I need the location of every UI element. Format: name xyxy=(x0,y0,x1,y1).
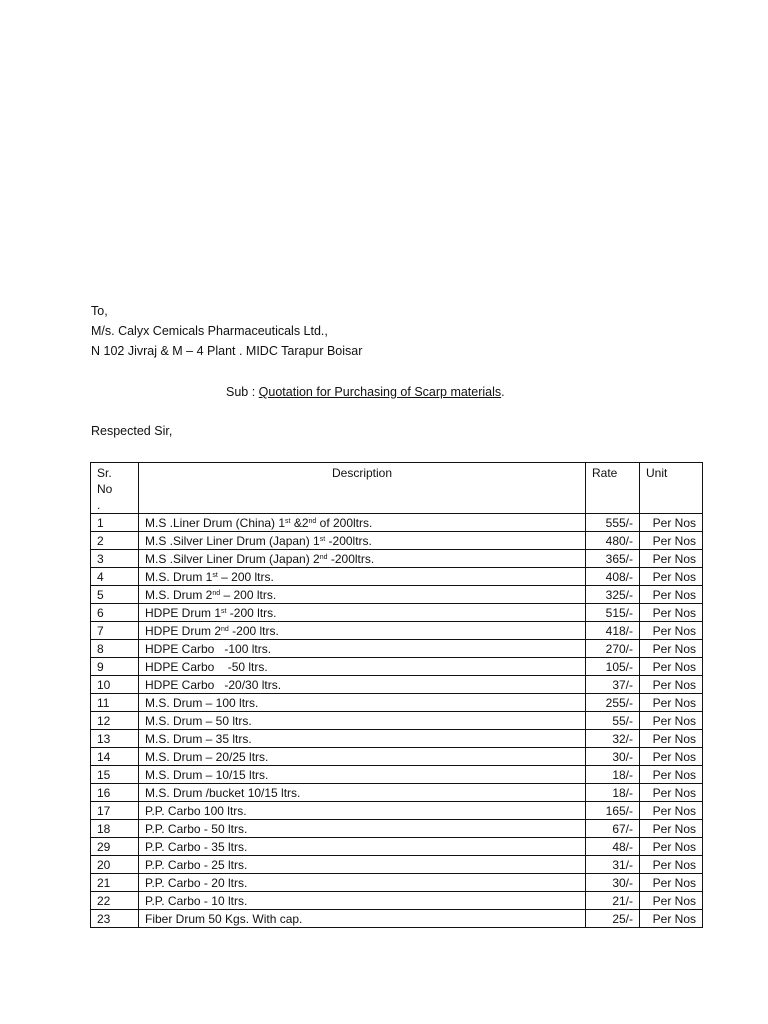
cell-unit: Per Nos xyxy=(640,784,703,802)
cell-unit: Per Nos xyxy=(640,694,703,712)
cell-sr-no: 7 xyxy=(91,622,139,640)
cell-unit: Per Nos xyxy=(640,532,703,550)
cell-unit: Per Nos xyxy=(640,676,703,694)
table-row xyxy=(91,730,703,748)
table-body xyxy=(91,514,703,928)
table-row xyxy=(91,514,703,532)
cell-unit: Per Nos xyxy=(640,856,703,874)
table-row xyxy=(91,766,703,784)
cell-description xyxy=(139,766,586,784)
description-text: M.S. Drum /bucket 10/15 ltrs. xyxy=(145,785,301,800)
table-row xyxy=(91,802,703,820)
cell-unit: Per Nos xyxy=(640,730,703,748)
cell-sr-no: 2 xyxy=(91,532,139,550)
table-row xyxy=(91,586,703,604)
cell-sr-no: 17 xyxy=(91,802,139,820)
cell-rate: 255/- xyxy=(586,694,640,712)
description-text: P.P. Carbo - 10 ltrs. xyxy=(145,893,248,908)
cell-unit: Per Nos xyxy=(640,550,703,568)
table-row xyxy=(91,748,703,766)
description-text: P.P. Carbo - 20 ltrs. xyxy=(145,875,248,890)
cell-unit: Per Nos xyxy=(640,658,703,676)
cell-description xyxy=(139,640,586,658)
description-text: – 200 ltrs. xyxy=(220,587,277,602)
subject-line xyxy=(226,384,505,400)
description-text: HDPE Drum 1 xyxy=(145,605,222,620)
cell-description xyxy=(139,676,586,694)
cell-description xyxy=(139,784,586,802)
cell-rate: 21/- xyxy=(586,892,640,910)
cell-sr-no: 21 xyxy=(91,874,139,892)
cell-rate: 418/- xyxy=(586,622,640,640)
cell-rate: 48/- xyxy=(586,838,640,856)
address-to: To, xyxy=(91,304,108,318)
subject-text: Quotation for Purchasing of Scarp materials xyxy=(258,385,502,399)
cell-sr-no: 4 xyxy=(91,568,139,586)
address-company: M/s. Calyx Cemicals Pharmaceuticals Ltd., xyxy=(91,324,328,338)
cell-unit: Per Nos xyxy=(640,604,703,622)
cell-rate: 18/- xyxy=(586,784,640,802)
cell-description xyxy=(139,874,586,892)
cell-unit: Per Nos xyxy=(640,892,703,910)
cell-rate: 18/- xyxy=(586,766,640,784)
cell-rate: 325/- xyxy=(586,586,640,604)
header-rate: Rate xyxy=(586,463,640,514)
description-text: M.S .Silver Liner Drum (Japan) 2 xyxy=(145,551,320,566)
cell-description xyxy=(139,604,586,622)
cell-unit: Per Nos xyxy=(640,820,703,838)
description-superscript: st xyxy=(319,535,326,543)
cell-description xyxy=(139,532,586,550)
cell-unit: Per Nos xyxy=(640,514,703,532)
description-text: HDPE Drum 2 xyxy=(145,623,222,638)
table-row xyxy=(91,820,703,838)
description-superscript: st xyxy=(212,571,218,579)
cell-description xyxy=(139,514,586,532)
cell-sr-no: 13 xyxy=(91,730,139,748)
description-text: M.S .Silver Liner Drum (Japan) 1 xyxy=(145,533,320,548)
cell-description xyxy=(139,730,586,748)
cell-description xyxy=(139,748,586,766)
cell-description xyxy=(139,622,586,640)
description-text: HDPE Carbo -100 ltrs. xyxy=(145,641,272,656)
cell-sr-no: 8 xyxy=(91,640,139,658)
table-row xyxy=(91,622,703,640)
description-text: P.P. Carbo - 25 ltrs. xyxy=(145,857,248,872)
description-superscript: st xyxy=(221,607,227,615)
cell-unit: Per Nos xyxy=(640,568,703,586)
description-text: M.S .Liner Drum (China) 1 xyxy=(145,515,286,530)
table-row xyxy=(91,910,703,928)
cell-rate: 270/- xyxy=(586,640,640,658)
cell-sr-no: 10 xyxy=(91,676,139,694)
cell-unit: Per Nos xyxy=(640,766,703,784)
cell-rate: 67/- xyxy=(586,820,640,838)
cell-rate: 37/- xyxy=(586,676,640,694)
cell-rate: 30/- xyxy=(586,874,640,892)
table-row xyxy=(91,712,703,730)
cell-description xyxy=(139,586,586,604)
cell-description xyxy=(139,820,586,838)
description-text: M.S. Drum – 50 ltrs. xyxy=(145,713,252,728)
address-location: N 102 Jivraj & M – 4 Plant . MIDC Tarapur Boisar xyxy=(91,344,363,358)
cell-sr-no: 22 xyxy=(91,892,139,910)
description-superscript: nd xyxy=(319,553,328,561)
description-text: -200 ltrs. xyxy=(228,623,279,638)
table-row xyxy=(91,604,703,622)
description-text: M.S. Drum – 35 ltrs. xyxy=(145,731,252,746)
table-row xyxy=(91,892,703,910)
description-text: of 200ltrs. xyxy=(316,515,373,530)
cell-rate: 30/- xyxy=(586,748,640,766)
description-text: &2 xyxy=(290,515,309,530)
subject-suffix: . xyxy=(501,385,505,399)
description-text: M.S. Drum – 10/15 ltrs. xyxy=(145,767,269,782)
cell-sr-no: 9 xyxy=(91,658,139,676)
cell-unit: Per Nos xyxy=(640,910,703,928)
table-row xyxy=(91,856,703,874)
cell-sr-no: 12 xyxy=(91,712,139,730)
cell-unit: Per Nos xyxy=(640,712,703,730)
cell-rate: 32/- xyxy=(586,730,640,748)
description-text: P.P. Carbo 100 ltrs. xyxy=(145,803,247,818)
cell-unit: Per Nos xyxy=(640,586,703,604)
table-row xyxy=(91,568,703,586)
cell-sr-no: 1 xyxy=(91,514,139,532)
cell-description xyxy=(139,568,586,586)
table-header-row xyxy=(91,463,703,514)
table-row xyxy=(91,640,703,658)
subject-prefix: Sub : xyxy=(226,385,259,399)
cell-unit: Per Nos xyxy=(640,874,703,892)
description-text: HDPE Carbo -20/30 ltrs. xyxy=(145,677,282,692)
description-text: -200ltrs. xyxy=(325,533,372,548)
description-superscript: st xyxy=(285,517,291,525)
description-text: M.S. Drum 2 xyxy=(145,587,213,602)
quotation-table xyxy=(90,462,703,928)
cell-description xyxy=(139,712,586,730)
cell-unit: Per Nos xyxy=(640,802,703,820)
header-unit: Unit xyxy=(640,463,703,514)
cell-rate: 408/- xyxy=(586,568,640,586)
description-text: Fiber Drum 50 Kgs. With cap. xyxy=(145,911,303,926)
cell-sr-no: 14 xyxy=(91,748,139,766)
cell-sr-no: 29 xyxy=(91,838,139,856)
table-row xyxy=(91,676,703,694)
table-row xyxy=(91,838,703,856)
cell-rate: 55/- xyxy=(586,712,640,730)
table-row xyxy=(91,784,703,802)
cell-rate: 515/- xyxy=(586,604,640,622)
table-row xyxy=(91,550,703,568)
table-row xyxy=(91,874,703,892)
cell-sr-no: 15 xyxy=(91,766,139,784)
cell-rate: 31/- xyxy=(586,856,640,874)
cell-sr-no: 23 xyxy=(91,910,139,928)
cell-rate: 555/- xyxy=(586,514,640,532)
description-text: -200ltrs. xyxy=(327,551,375,566)
cell-description xyxy=(139,658,586,676)
cell-unit: Per Nos xyxy=(640,748,703,766)
cell-description xyxy=(139,550,586,568)
cell-description xyxy=(139,910,586,928)
cell-description xyxy=(139,856,586,874)
table-row xyxy=(91,694,703,712)
cell-rate: 365/- xyxy=(586,550,640,568)
cell-rate: 165/- xyxy=(586,802,640,820)
cell-sr-no: 18 xyxy=(91,820,139,838)
cell-unit: Per Nos xyxy=(640,838,703,856)
description-text: – 200 ltrs. xyxy=(217,569,274,584)
cell-sr-no: 16 xyxy=(91,784,139,802)
cell-rate: 480/- xyxy=(586,532,640,550)
cell-sr-no: 6 xyxy=(91,604,139,622)
cell-description xyxy=(139,892,586,910)
cell-description xyxy=(139,694,586,712)
description-text: -200 ltrs. xyxy=(226,605,277,620)
cell-unit: Per Nos xyxy=(640,640,703,658)
header-sr-no-text: Sr.No . xyxy=(97,466,113,512)
cell-rate: 105/- xyxy=(586,658,640,676)
table-row xyxy=(91,658,703,676)
description-text: HDPE Carbo -50 ltrs. xyxy=(145,659,268,674)
description-text: M.S. Drum – 100 ltrs. xyxy=(145,695,259,710)
salutation: Respected Sir, xyxy=(91,424,173,438)
header-sr-no xyxy=(91,463,139,514)
cell-description xyxy=(139,838,586,856)
cell-sr-no: 20 xyxy=(91,856,139,874)
cell-rate: 25/- xyxy=(586,910,640,928)
description-superscript: nd xyxy=(308,517,317,525)
cell-description xyxy=(139,802,586,820)
description-text: P.P. Carbo - 50 ltrs. xyxy=(145,821,248,836)
description-text: M.S. Drum – 20/25 ltrs. xyxy=(145,749,269,764)
cell-sr-no: 3 xyxy=(91,550,139,568)
description-superscript: nd xyxy=(212,589,221,597)
cell-unit: Per Nos xyxy=(640,622,703,640)
header-description: Description xyxy=(139,463,586,514)
cell-sr-no: 5 xyxy=(91,586,139,604)
description-text: M.S. Drum 1 xyxy=(145,569,213,584)
cell-sr-no: 11 xyxy=(91,694,139,712)
description-text: P.P. Carbo - 35 ltrs. xyxy=(145,839,248,854)
description-superscript: nd xyxy=(221,625,229,633)
table-row xyxy=(91,532,703,550)
